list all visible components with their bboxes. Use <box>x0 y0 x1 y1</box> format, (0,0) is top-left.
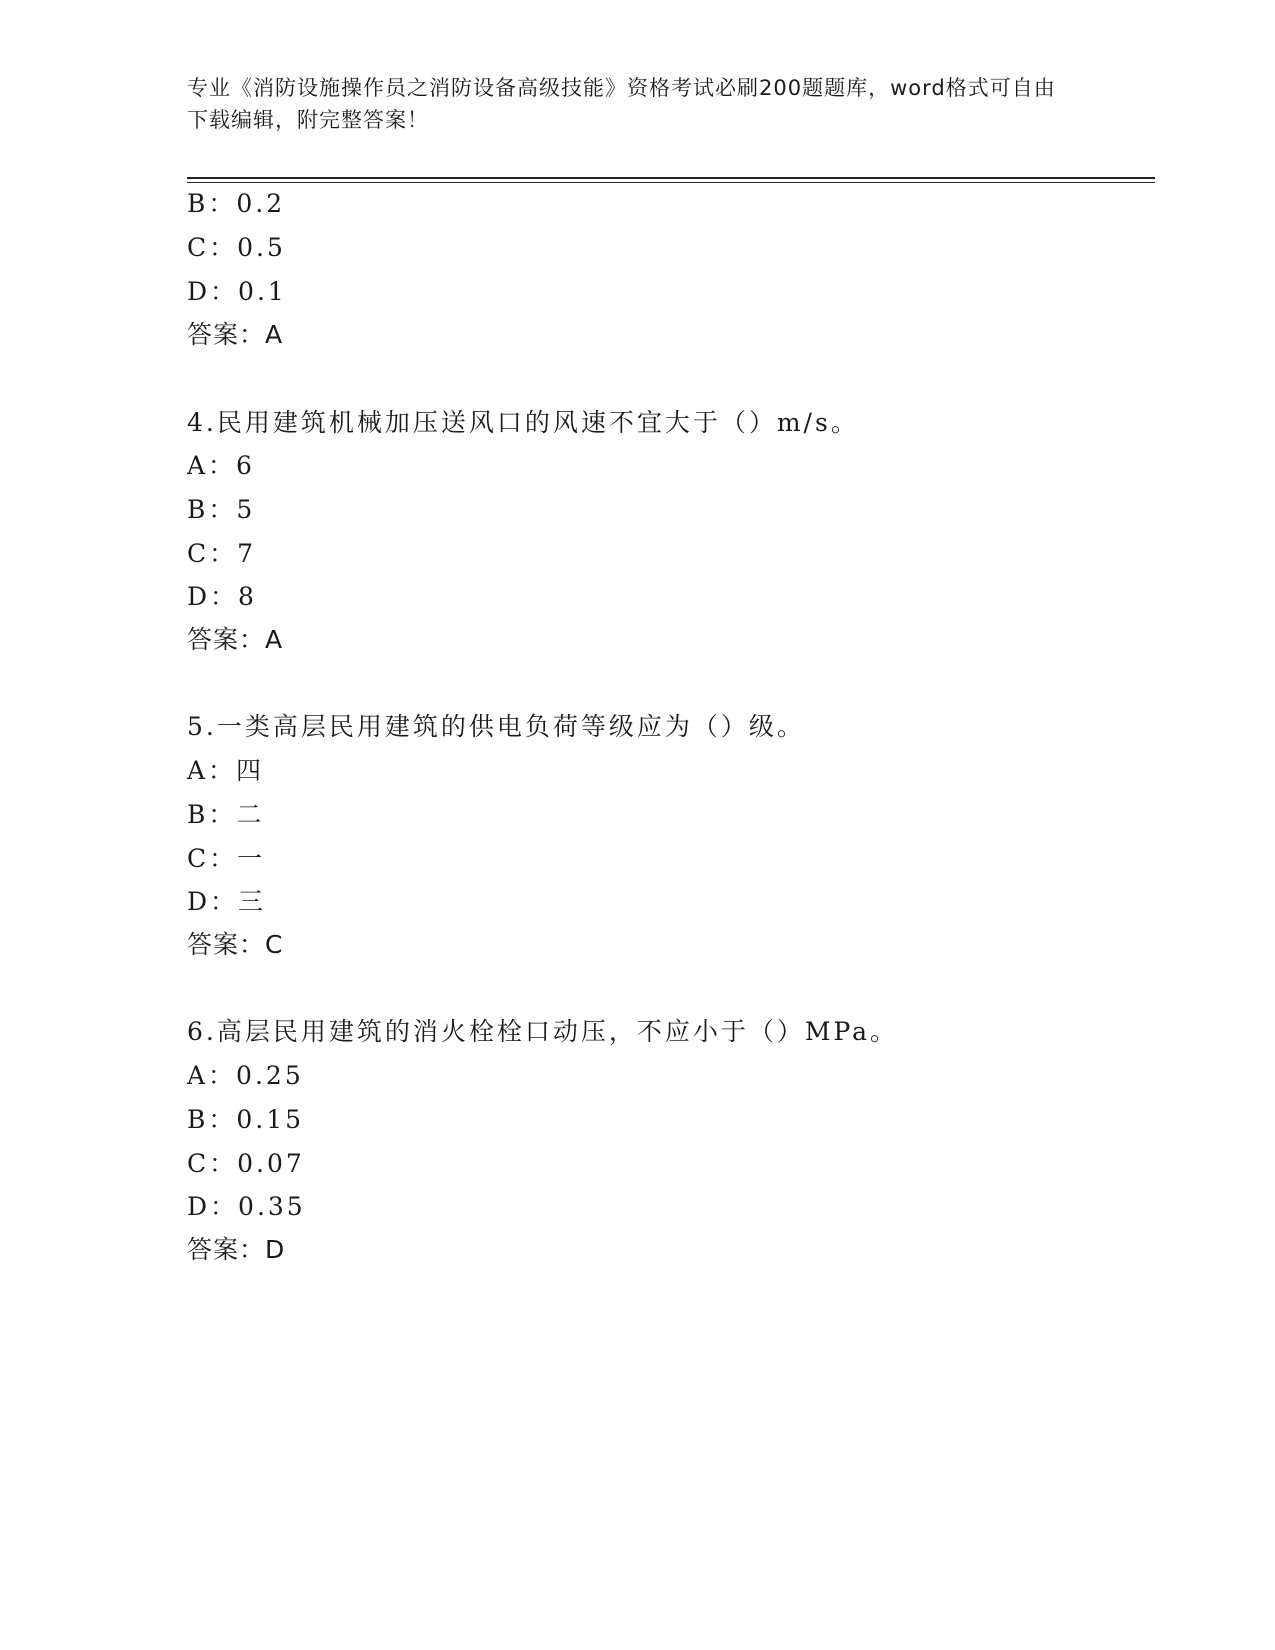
header-rule-thin <box>187 182 1155 183</box>
option-c: C：0.5 <box>187 233 286 262</box>
option-d: D：0.1 <box>187 277 287 306</box>
header-rule-thick <box>187 177 1155 179</box>
option-a: A：四 <box>187 756 265 785</box>
option-c: C：0.07 <box>187 1149 305 1178</box>
option-d: D：8 <box>187 582 257 611</box>
option-a: A：6 <box>187 451 255 480</box>
option-b: B：0.2 <box>187 189 286 218</box>
option-b: B：0.15 <box>187 1105 305 1134</box>
answer-line: 答案：A <box>187 320 284 349</box>
document-header: 专业《消防设施操作员之消防设备高级技能》资格考试必刷200题题库，word格式可自由下载编辑，附完整答案！ <box>187 76 1056 132</box>
question-stem: 4.民用建筑机械加压送风口的风速不宜大于（）m/s。 <box>187 408 859 437</box>
answer-line: 答案：A <box>187 625 284 654</box>
option-d: D：三 <box>187 887 267 916</box>
answer-line: 答案：C <box>187 930 284 959</box>
option-b: B：5 <box>187 495 256 524</box>
option-c: C：7 <box>187 539 257 568</box>
option-d: D：0.35 <box>187 1192 306 1221</box>
question-stem: 6.高层民用建筑的消火栓栓口动压，不应小于（）MPa。 <box>187 1017 899 1046</box>
option-a: A：0.25 <box>187 1061 304 1090</box>
answer-line: 答案：D <box>187 1235 286 1264</box>
question-stem: 5.一类高层民用建筑的供电负荷等级应为（）级。 <box>187 712 805 741</box>
option-b: B：二 <box>187 800 265 829</box>
option-c: C：一 <box>187 844 266 873</box>
